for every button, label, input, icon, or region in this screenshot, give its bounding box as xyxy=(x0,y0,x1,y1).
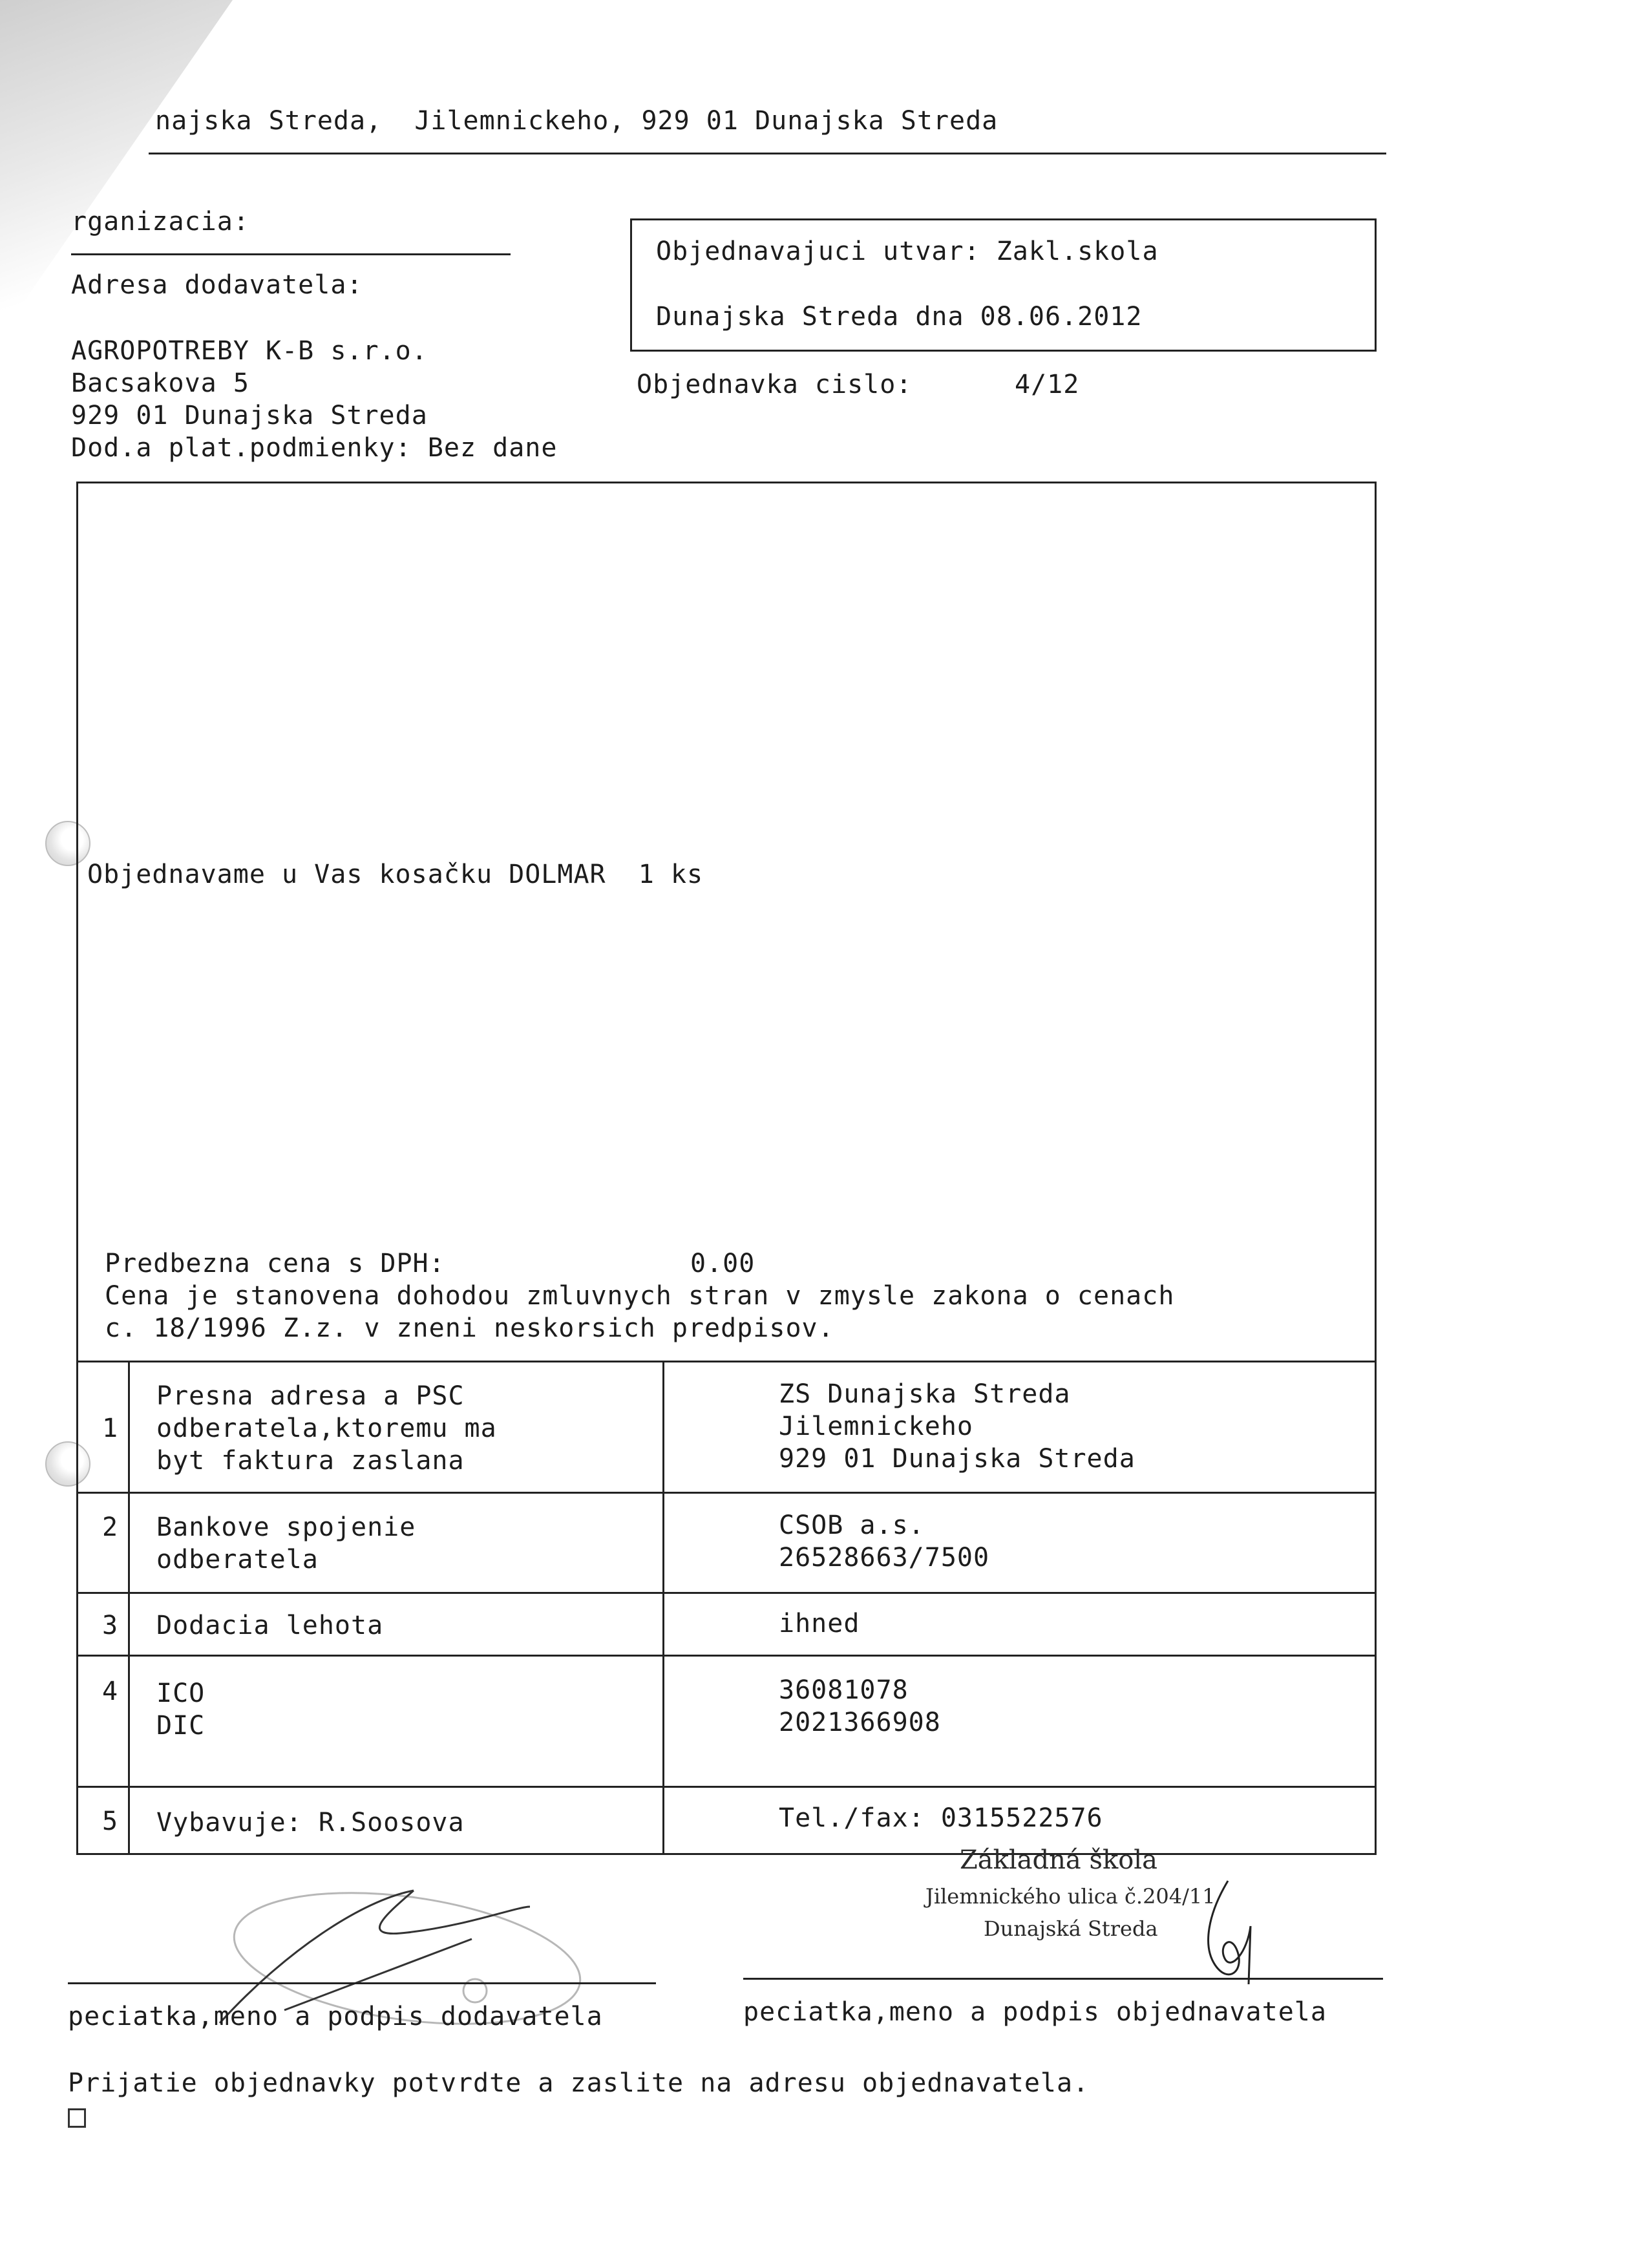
row-number: 3 xyxy=(102,1611,119,1640)
row-value-line: 36081078 xyxy=(779,1675,909,1705)
price-note-2: c. 18/1996 Z.z. v zneni neskorsich predpisov. xyxy=(105,1313,834,1343)
row-value-line: 26528663/7500 xyxy=(779,1543,990,1573)
row-label-line: Presna adresa a PSC xyxy=(156,1381,465,1411)
header-address: najska Streda, Jilemnickeho, 929 01 Dunajska Streda xyxy=(155,106,998,136)
confirmation-checkbox[interactable] xyxy=(68,2108,86,2128)
row-label-line: odberatela xyxy=(156,1545,319,1574)
order-number-label: Objednavka cislo: xyxy=(637,370,913,399)
row-number: 5 xyxy=(102,1807,119,1836)
order-number: 4/12 xyxy=(1015,370,1080,399)
row-number: 2 xyxy=(102,1512,119,1542)
row-value-line: ihned xyxy=(779,1609,860,1638)
confirmation-instruction: Prijatie objednavky potvrdte a zaslite na adresu objednavatela. xyxy=(68,2068,1090,2098)
row-label-line: Vybavuje: R.Soosova xyxy=(156,1808,465,1838)
school-stamp-address: Jilemnického ulica č.204/11 xyxy=(925,1884,1216,1909)
delivery-terms: Dod.a plat.podmienky: Bez dane xyxy=(71,433,558,463)
organizacia-label: rganizacia: xyxy=(71,207,249,237)
adresa-label: Adresa dodavatela: xyxy=(71,270,363,300)
table-col-divider xyxy=(662,1361,664,1855)
school-stamp-city: Dunajská Streda xyxy=(984,1916,1158,1941)
row-value-line: CSOB a.s. xyxy=(779,1510,925,1540)
organizacia-rule xyxy=(71,253,511,255)
order-frame xyxy=(76,482,1377,1855)
supplier-city: 929 01 Dunajska Streda xyxy=(71,401,428,430)
supplier-name: AGROPOTREBY K-B s.r.o. xyxy=(71,336,428,366)
order-date: Dunajska Streda dna 08.06.2012 xyxy=(656,302,1143,332)
table-row-rule xyxy=(76,1592,1377,1594)
row-value-line: ZS Dunajska Streda xyxy=(779,1379,1071,1409)
price-value: 0.00 xyxy=(690,1249,755,1278)
price-label: Predbezna cena s DPH: xyxy=(105,1249,445,1278)
customer-signature-label: peciatka,meno a podpis objednavatela xyxy=(743,1997,1327,2027)
folded-corner xyxy=(0,0,233,362)
row-value-line: Tel./fax: 0315522576 xyxy=(779,1803,1103,1833)
supplier-street: Bacsakova 5 xyxy=(71,368,249,398)
table-row-rule xyxy=(76,1786,1377,1788)
row-value-line: Jilemnickeho xyxy=(779,1412,973,1441)
row-label-line: odberatela,ktoremu ma xyxy=(156,1414,497,1443)
row-value-line: 2021366908 xyxy=(779,1708,941,1737)
supplier-signature-label: peciatka,meno a podpis dodavatela xyxy=(68,2002,603,2031)
row-number: 1 xyxy=(102,1414,119,1443)
row-number: 4 xyxy=(102,1677,119,1706)
school-stamp-title: Základná škola xyxy=(960,1845,1157,1875)
row-label-line: DIC xyxy=(156,1711,206,1741)
row-value-line: 929 01 Dunajska Streda xyxy=(779,1444,1136,1474)
row-label-line: byt faktura zaslana xyxy=(156,1446,465,1476)
order-request: Objednavame u Vas kosačku DOLMAR 1 ks xyxy=(87,860,704,889)
customer-signature-rule xyxy=(743,1978,1383,1980)
supplier-signature-rule xyxy=(68,1982,656,1984)
row-label-line: Bankove spojenie xyxy=(156,1512,416,1542)
table-row-rule xyxy=(76,1655,1377,1657)
row-label-line: Dodacia lehota xyxy=(156,1611,384,1640)
table-row-rule xyxy=(76,1492,1377,1494)
orderer-unit: Objednavajuci utvar: Zakl.skola xyxy=(656,237,1159,266)
price-note-1: Cena je stanovena dohodou zmluvnych stran v zmysle zakona o cenach xyxy=(105,1281,1175,1311)
table-num-divider xyxy=(128,1361,130,1855)
row-label-line: ICO xyxy=(156,1679,206,1708)
header-rule xyxy=(149,153,1386,154)
table-top-rule xyxy=(76,1361,1377,1362)
